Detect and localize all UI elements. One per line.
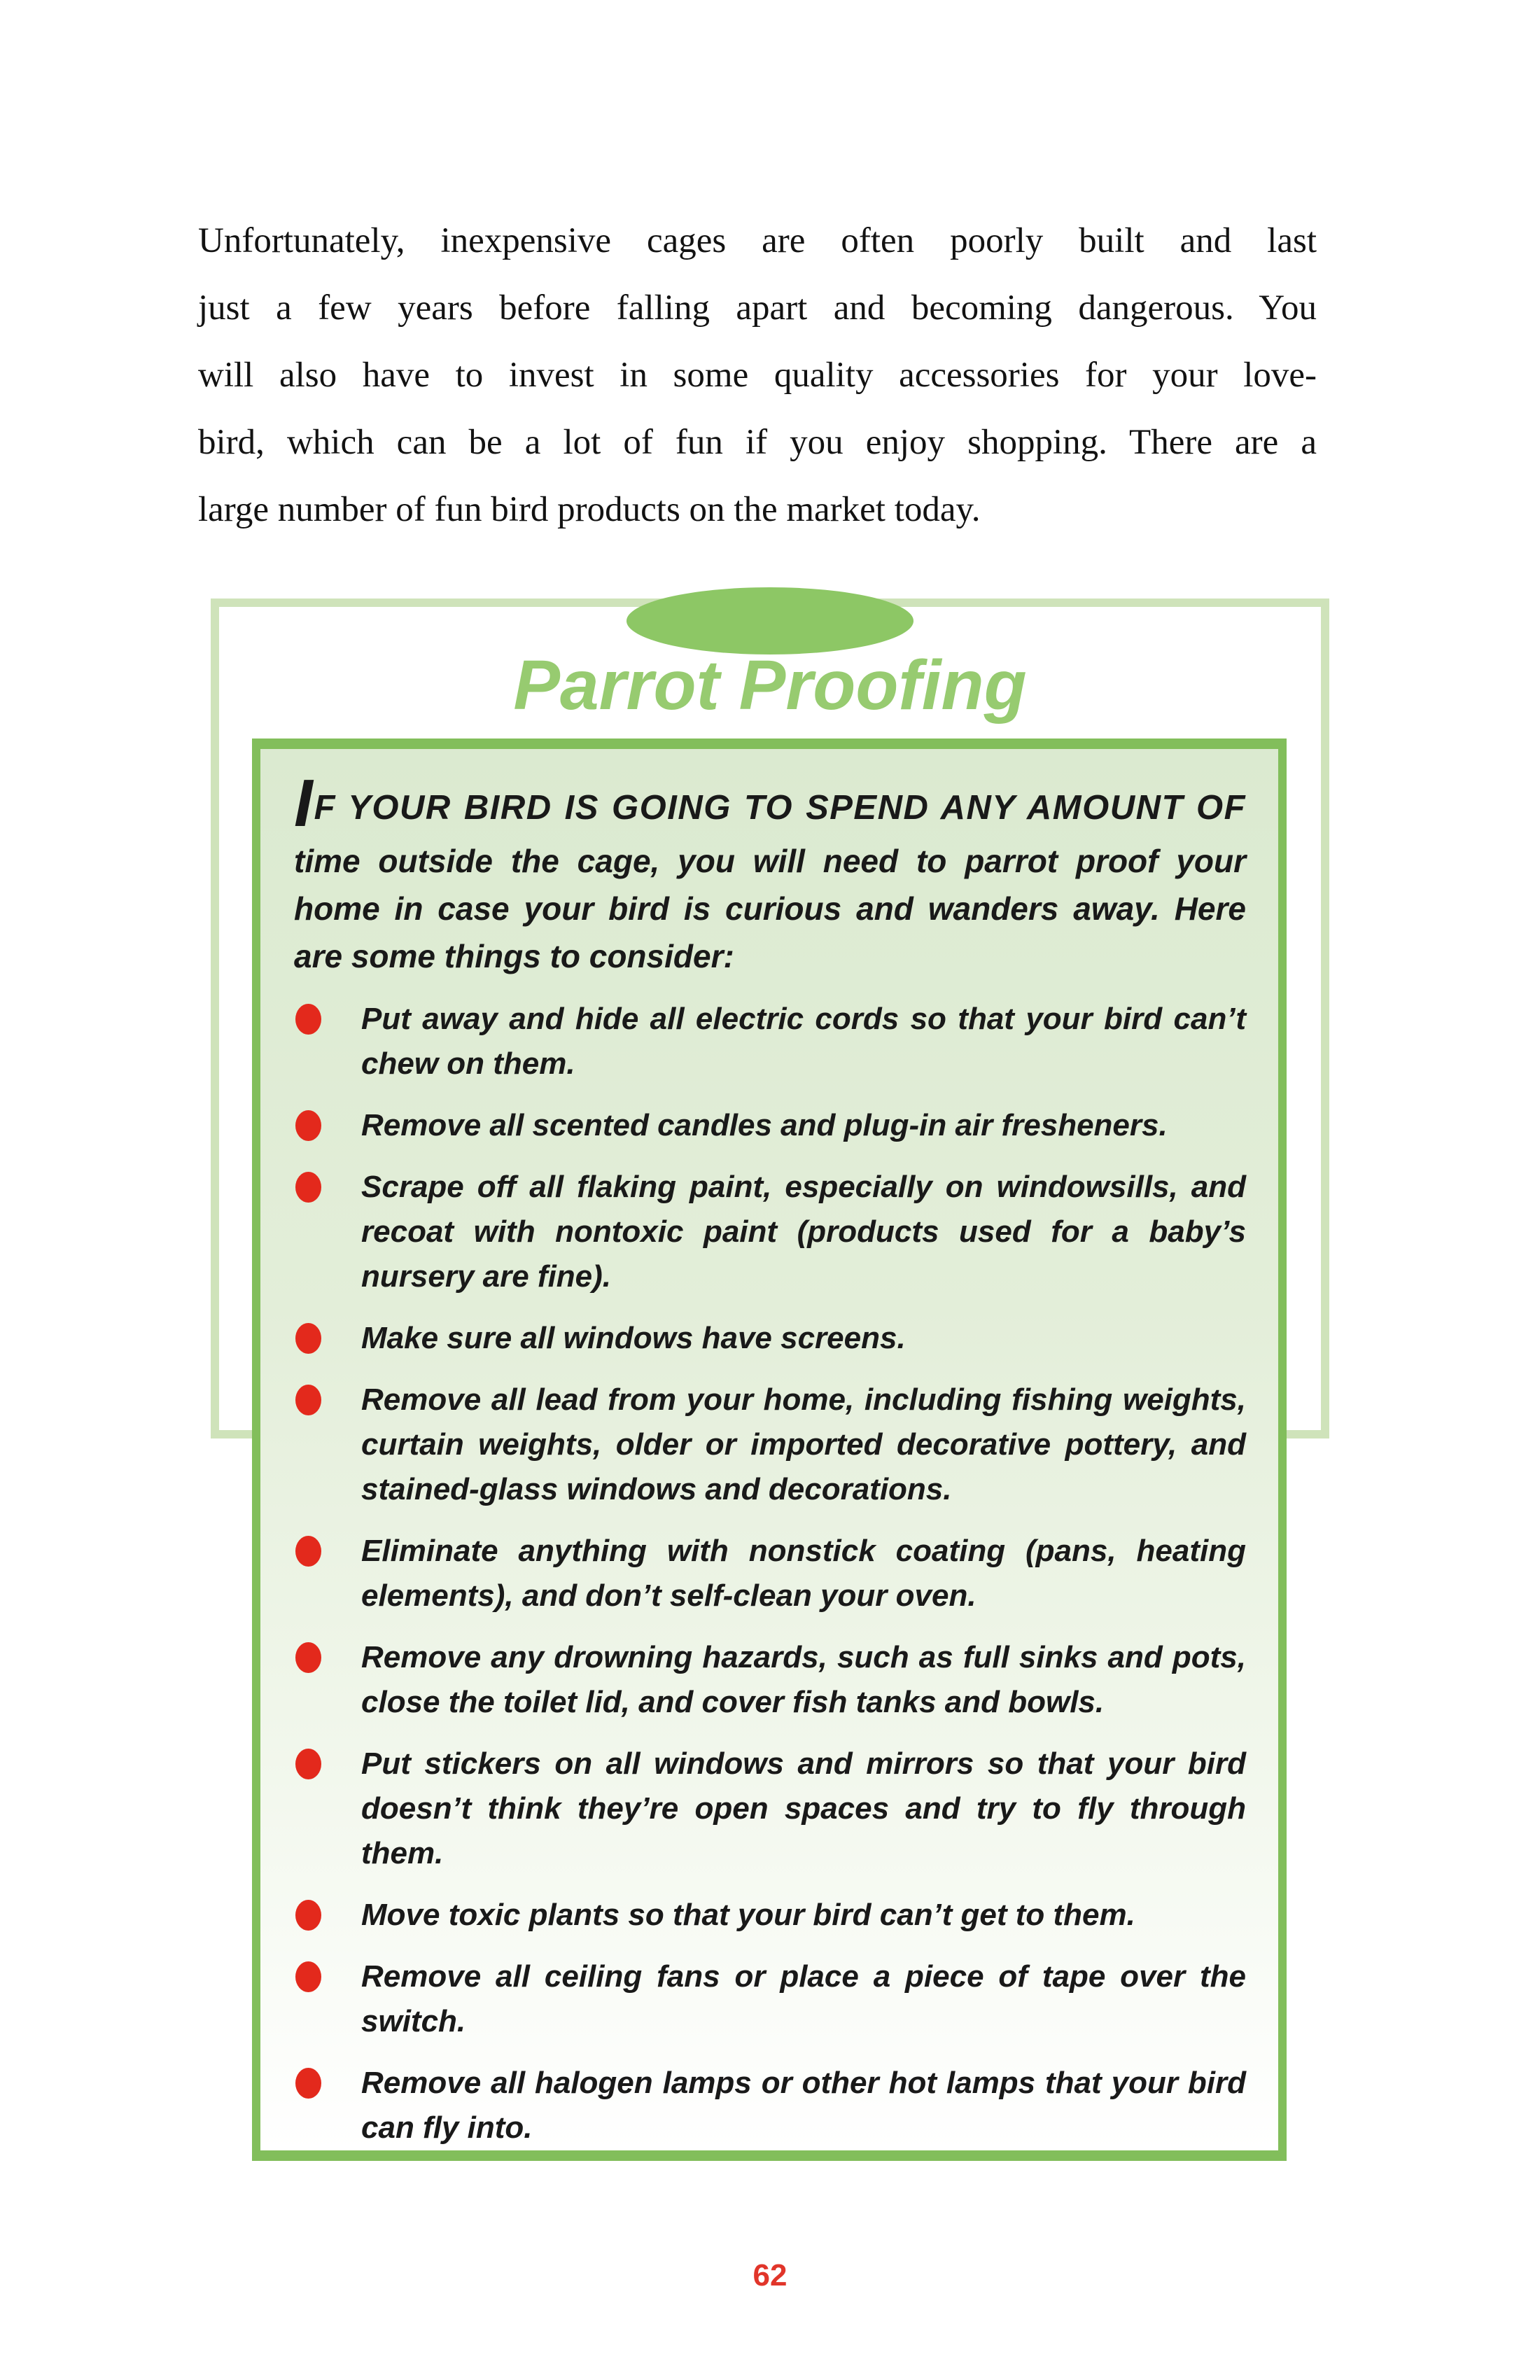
lead-smallcaps: F YOUR BIRD IS GOING TO SPEND ANY AMOUNT OF	[314, 789, 1246, 827]
bullet-icon	[295, 1172, 321, 1203]
paragraph-line: large number of fun bird products on the market today.	[198, 490, 981, 529]
list-item	[294, 1635, 1246, 1725]
list-item	[294, 1954, 1246, 2044]
parrot-proofing-list	[294, 997, 1246, 2150]
list-item	[294, 2061, 1246, 2150]
list-item	[294, 1378, 1246, 1512]
bullet-icon	[295, 1749, 321, 1779]
list-item	[294, 1893, 1246, 1938]
bullet-icon	[295, 1004, 321, 1035]
list-item	[294, 1316, 1246, 1361]
list-item	[294, 1103, 1246, 1148]
sidebar-lead	[294, 766, 1246, 980]
bullet-icon	[295, 2068, 321, 2099]
list-item-text: Scrape off all flaking paint, especially on windowsills, and recoat with nontoxic paint (products used for a baby’s nursery are fine).	[361, 1170, 1246, 1294]
list-item	[294, 1165, 1246, 1299]
list-item	[294, 1529, 1246, 1618]
bullet-icon	[295, 1323, 321, 1354]
paragraph-line: will also have to invest in some quality accessories for your love-	[198, 356, 1317, 395]
bullet-icon	[295, 1642, 321, 1673]
paragraph-line: bird, which can be a lot of fun if you enjoy shopping. There are a	[198, 423, 1317, 462]
list-item	[294, 997, 1246, 1086]
sidebar-title: Parrot Proofing	[513, 646, 1027, 724]
bullet-icon	[295, 1900, 321, 1931]
list-item-text: Remove all ceiling fans or place a piece of tape over the switch.	[361, 1959, 1246, 2038]
page-number: 62	[752, 2258, 788, 2292]
lead-body: time outside the cage, you will need to parrot proof your home in case your bird is curious and wanders away. Here are some things to consider:	[294, 843, 1246, 974]
list-item-text: Put away and hide all electric cords so that your bird can’t chew on them.	[361, 1002, 1246, 1081]
paragraph-line: just a few years before falling apart and becoming dangerous. You	[198, 288, 1317, 328]
bullet-icon	[295, 1110, 321, 1141]
list-item-text: Eliminate anything with nonstick coating (pans, heating elements), and don’t self-clean your oven.	[361, 1534, 1246, 1613]
bullet-icon	[295, 1536, 321, 1567]
list-item	[294, 1742, 1246, 1876]
lead-dropcap: I	[294, 766, 314, 841]
list-item-text: Remove all scented candles and plug-in air fresheners.	[361, 1108, 1168, 1142]
intro-paragraph	[198, 207, 1317, 543]
list-item-text: Remove all halogen lamps or other hot lamps that your bird can fly into.	[361, 2066, 1246, 2145]
list-item-text: Make sure all windows have screens.	[361, 1321, 906, 1355]
list-item-text: Move toxic plants so that your bird can’t get to them.	[361, 1898, 1135, 1932]
bullet-icon	[295, 1961, 321, 1992]
list-item-text: Remove all lead from your home, including fishing weights, curtain weights, older or imported decorative pottery, and stained-glass windows and decorations.	[361, 1382, 1246, 1506]
paragraph-line: Unfortunately, inexpensive cages are often poorly built and last	[198, 221, 1317, 260]
bullet-icon	[295, 1385, 321, 1415]
ellipse-ornament-icon	[626, 587, 913, 654]
sidebar-inner-box	[252, 738, 1287, 2161]
list-item-text: Put stickers on all windows and mirrors so that your bird doesn’t think they’re open spaces and try to fly through them.	[361, 1746, 1246, 1870]
list-item-text: Remove any drowning hazards, such as full sinks and pots, close the toilet lid, and cover fish tanks and bowls.	[361, 1640, 1246, 1719]
